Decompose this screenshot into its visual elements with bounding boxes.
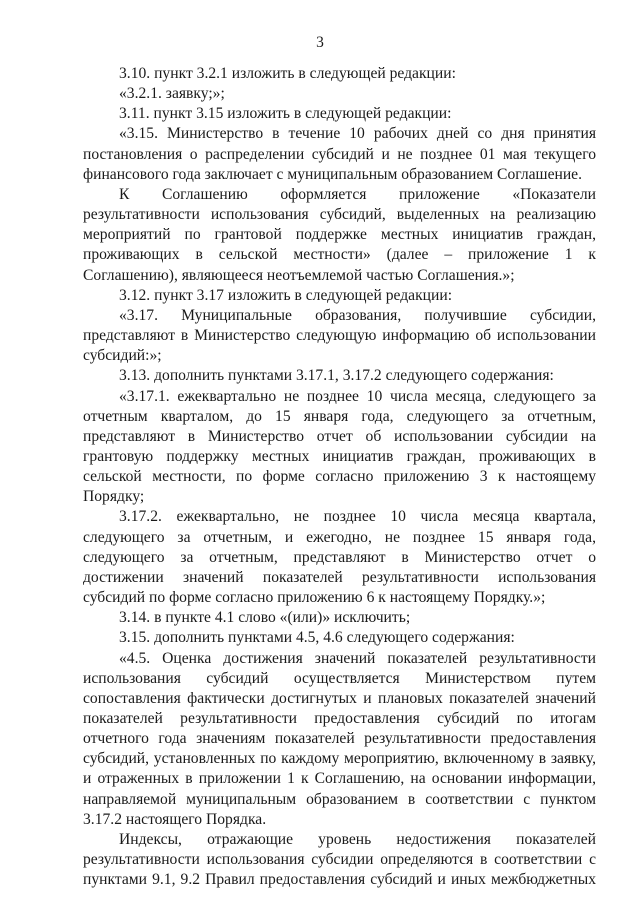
paragraph: 3.15. дополнить пунктами 4.5, 4.6 следующего содержания: xyxy=(119,629,515,647)
document-body xyxy=(83,64,596,890)
paragraph: «3.15. Министерство в течение 10 рабочих дней со дня принятия постановления о распределении субсидий и не позднее 01 мая текущего финансового года заключает с муниципальным образованием Соглашение. xyxy=(83,125,596,183)
paragraph: «3.17. Муниципальные образования, получившие субсидии, представляют в Министерство следующую информацию об использовании субсидий:»; xyxy=(83,306,596,365)
paragraph: «4.5. Оценка достижения значений показателей результативности использования субсидий осуществляется Министерством путем сопоставления фактически достигнутых и плановых показателей значений показателей результативности предоставления субсидий по итогам отчетного года значениям показателей результативности предоставления субсидий, установленных по каждому мероприятию, включенному в заявку, и отраженных в приложении 1 к Соглашению, на основании информации, направляемой муниципальным образованием в соответствии с пунктом 3.17.2 настоящего Порядка. xyxy=(83,649,596,828)
paragraph: К Соглашению оформляется приложение «Показатели результативности использования субсидий, выделенных на реализацию мероприятий по грантовой поддержке местных инициатив граждан, проживающих в сельской местности» (далее – приложение 1 к Соглашению), являющееся неотъемлемой частью Соглашения.»; xyxy=(83,185,596,284)
paragraph: 3.17.2. ежеквартально, не позднее 10 числа месяца квартала, следующего за отчетным, и ежегодно, не позднее 15 января года, следующего за отчетным, представляют в Министерство отчет о достижении значений показателей результативности использования субсидий по форме согласно приложению 6 к настоящему Порядку.»; xyxy=(83,508,596,607)
paragraph: «3.17.1. ежеквартально не позднее 10 числа месяца, следующего за отчетным кварталом, до 15 января года, следующего за отчетным, представляют в Министерство отчет об использовании субсидии на грантовую поддержку местных инициатив граждан, проживающих в сельской местности, по форме согласно приложению 3 к настоящему Порядку; xyxy=(83,387,596,506)
paragraph: Индексы, отражающие уровень недостижения показателей результативности использования субсидии определяются в соответствии с пунктами 9.1, 9.2 Правил предоставления субсидий и иных межбюджетных xyxy=(83,830,596,889)
paragraph: 3.12. пункт 3.17 изложить в следующей редакции: xyxy=(119,286,453,304)
paragraph: 3.11. пункт 3.15 изложить в следующей редакции: xyxy=(119,105,452,123)
paragraph: 3.13. дополнить пунктами 3.17.1, 3.17.2 следующего содержания: xyxy=(119,367,554,385)
page-number: 3 xyxy=(316,34,324,51)
paragraph: 3.10. пункт 3.2.1 изложить в следующей редакции: xyxy=(119,65,456,82)
paragraph: 3.14. в пункте 4.1 слово «(или)» исключить; xyxy=(119,609,411,627)
paragraph: «3.2.1. заявку;»; xyxy=(119,85,225,103)
